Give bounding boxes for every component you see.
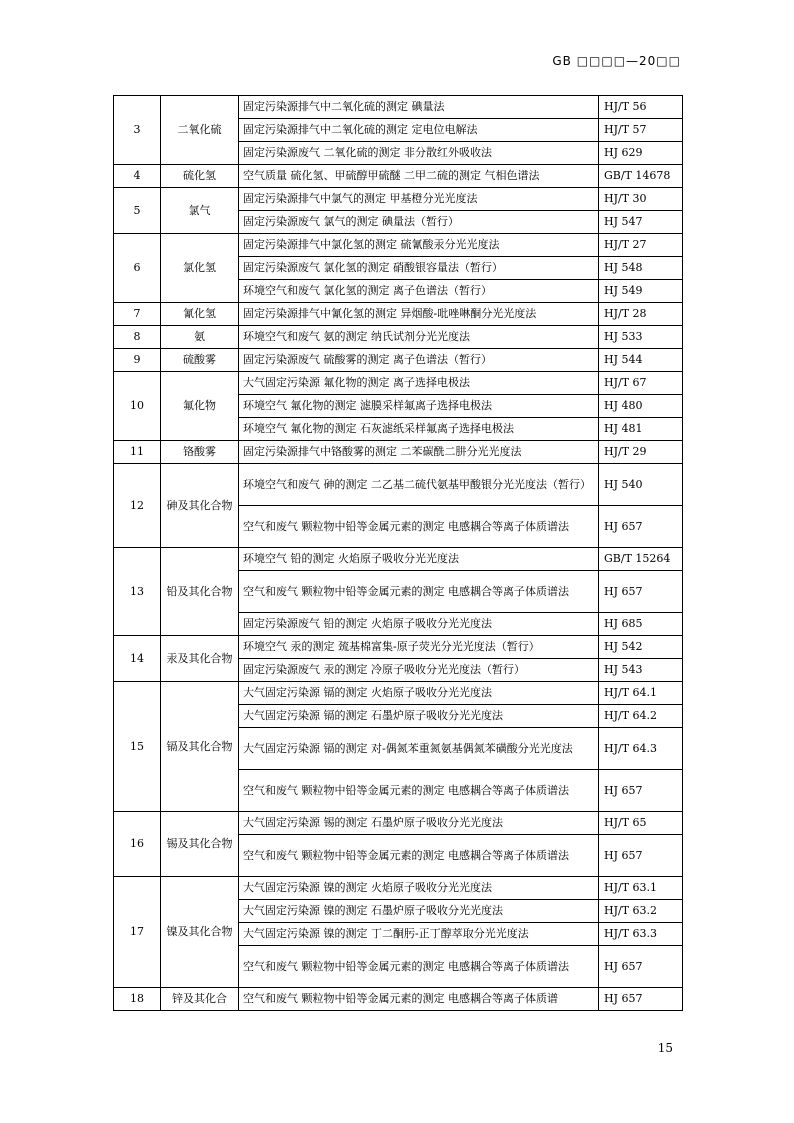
method-name-cell: 固定污染源排气中二氧化硫的测定 碘量法 (239, 96, 599, 119)
method-name-cell: 大气固定污染源 氟化物的测定 离子选择电极法 (239, 372, 599, 395)
method-name-cell: 空气和废气 颗粒物中铅等金属元素的测定 电感耦合等离子体质谱法 (239, 946, 599, 988)
method-name-cell: 固定污染源排气中氯气的测定 甲基橙分光光度法 (239, 188, 599, 211)
standard-code-cell: HJ/T 65 (599, 812, 683, 835)
method-name-cell: 大气固定污染源 镉的测定 火焰原子吸收分光光度法 (239, 682, 599, 705)
method-name-cell: 空气和废气 颗粒物中铅等金属元素的测定 电感耦合等离子体质谱法 (239, 770, 599, 812)
standard-code-cell: GB/T 15264 (599, 548, 683, 571)
standard-code-cell: HJ 657 (599, 946, 683, 988)
serial-number-cell: 16 (114, 812, 161, 877)
standard-code-cell: HJ/T 64.1 (599, 682, 683, 705)
pollutant-item-cell: 氨 (161, 326, 239, 349)
serial-number-cell: 6 (114, 234, 161, 303)
standard-code-cell: HJ 544 (599, 349, 683, 372)
pollutant-item-cell: 镍及其化合物 (161, 877, 239, 988)
table-row (114, 372, 683, 395)
table-row (114, 349, 683, 372)
pollutant-item-cell: 氯气 (161, 188, 239, 234)
table-row (114, 988, 683, 1011)
standard-code-cell: HJ/T 27 (599, 234, 683, 257)
method-name-cell: 固定污染源废气 氯气的测定 碘量法（暂行） (239, 211, 599, 234)
serial-number-cell: 11 (114, 441, 161, 464)
method-name-cell: 固定污染源废气 氯化氢的测定 硝酸银容量法（暂行） (239, 257, 599, 280)
method-name-cell: 大气固定污染源 镍的测定 丁二酮肟-正丁醇萃取分光光度法 (239, 923, 599, 946)
method-name-cell: 固定污染源排气中铬酸雾的测定 二苯碳酰二肼分光光度法 (239, 441, 599, 464)
serial-number-cell: 3 (114, 96, 161, 165)
method-name-cell: 环境空气和废气 氯化氢的测定 离子色谱法（暂行） (239, 280, 599, 303)
pollutant-item-cell: 氰化氢 (161, 303, 239, 326)
serial-number-cell: 5 (114, 188, 161, 234)
method-name-cell: 环境空气 氟化物的测定 石灰滤纸采样氟离子选择电极法 (239, 418, 599, 441)
standard-code-cell: HJ/T 63.3 (599, 923, 683, 946)
method-name-cell: 环境空气和废气 氨的测定 纳氏试剂分光光度法 (239, 326, 599, 349)
standard-code-cell: HJ 657 (599, 506, 683, 548)
method-name-cell: 大气固定污染源 镍的测定 火焰原子吸收分光光度法 (239, 877, 599, 900)
standard-code-cell: HJ/T 64.3 (599, 728, 683, 770)
method-name-cell: 固定污染源废气 汞的测定 冷原子吸收分光光度法（暂行） (239, 659, 599, 682)
serial-number-cell: 13 (114, 548, 161, 636)
pollutant-item-cell: 锡及其化合物 (161, 812, 239, 877)
table-row (114, 682, 683, 705)
standard-code-cell: HJ 685 (599, 613, 683, 636)
standard-methods-table (113, 95, 683, 1011)
pollutant-item-cell: 砷及其化合物 (161, 464, 239, 548)
standard-code-cell: HJ 542 (599, 636, 683, 659)
method-name-cell: 大气固定污染源 镉的测定 石墨炉原子吸收分光光度法 (239, 705, 599, 728)
method-name-cell: 固定污染源废气 二氧化硫的测定 非分散红外吸收法 (239, 142, 599, 165)
page-header-standard-code: GB □□□□—20□□ (552, 54, 681, 68)
serial-number-cell: 4 (114, 165, 161, 188)
table-row (114, 877, 683, 900)
standard-code-cell: HJ 657 (599, 571, 683, 613)
method-name-cell: 固定污染源排气中二氧化硫的测定 定电位电解法 (239, 119, 599, 142)
method-name-cell: 大气固定污染源 镍的测定 石墨炉原子吸收分光光度法 (239, 900, 599, 923)
table-row (114, 303, 683, 326)
method-name-cell: 环境空气 铅的测定 火焰原子吸收分光光度法 (239, 548, 599, 571)
table-row (114, 441, 683, 464)
standard-code-cell: HJ 548 (599, 257, 683, 280)
standard-code-cell: HJ/T 56 (599, 96, 683, 119)
method-name-cell: 固定污染源废气 硫酸雾的测定 离子色谱法（暂行） (239, 349, 599, 372)
method-name-cell: 空气质量 硫化氢、甲硫醇甲硫醚 二甲二硫的测定 气相色谱法 (239, 165, 599, 188)
method-name-cell: 空气和废气 颗粒物中铅等金属元素的测定 电感耦合等离子体质谱 (239, 988, 599, 1011)
standard-code-cell: HJ 543 (599, 659, 683, 682)
serial-number-cell: 8 (114, 326, 161, 349)
table-row (114, 96, 683, 119)
serial-number-cell: 18 (114, 988, 161, 1011)
pollutant-item-cell: 二氧化硫 (161, 96, 239, 165)
pollutant-item-cell: 镉及其化合物 (161, 682, 239, 812)
table-row (114, 234, 683, 257)
method-name-cell: 固定污染源排气中氯化氢的测定 硫氰酸汞分光光度法 (239, 234, 599, 257)
method-name-cell: 环境空气 氟化物的测定 滤膜采样氟离子选择电极法 (239, 395, 599, 418)
standard-code-cell: HJ 481 (599, 418, 683, 441)
serial-number-cell: 7 (114, 303, 161, 326)
table-row (114, 812, 683, 835)
pollutant-item-cell: 汞及其化合物 (161, 636, 239, 682)
standard-code-cell: HJ 629 (599, 142, 683, 165)
serial-number-cell: 14 (114, 636, 161, 682)
pollutant-item-cell: 铬酸雾 (161, 441, 239, 464)
standard-code-cell: HJ 547 (599, 211, 683, 234)
standard-code-cell: HJ/T 29 (599, 441, 683, 464)
standard-code-cell: HJ/T 28 (599, 303, 683, 326)
method-name-cell: 环境空气和废气 砷的测定 二乙基二硫代氨基甲酸银分光光度法（暂行） (239, 464, 599, 506)
method-name-cell: 固定污染源排气中氰化氢的测定 异烟酸-吡唑啉酮分光光度法 (239, 303, 599, 326)
standard-code-cell: HJ/T 57 (599, 119, 683, 142)
pollutant-item-cell: 铅及其化合物 (161, 548, 239, 636)
serial-number-cell: 17 (114, 877, 161, 988)
serial-number-cell: 10 (114, 372, 161, 441)
standard-code-cell: HJ 549 (599, 280, 683, 303)
standard-code-cell: HJ/T 64.2 (599, 705, 683, 728)
standard-methods-table-body (114, 96, 683, 1011)
standard-code-cell: HJ 480 (599, 395, 683, 418)
table-row (114, 165, 683, 188)
table-row (114, 464, 683, 506)
standard-code-cell: HJ 657 (599, 770, 683, 812)
table-row (114, 326, 683, 349)
page-number: 15 (657, 1041, 673, 1055)
standard-code-cell: HJ 540 (599, 464, 683, 506)
method-name-cell: 大气固定污染源 锡的测定 石墨炉原子吸收分光光度法 (239, 812, 599, 835)
table-row (114, 188, 683, 211)
standard-code-cell: HJ/T 63.1 (599, 877, 683, 900)
pollutant-item-cell: 硫酸雾 (161, 349, 239, 372)
method-name-cell: 空气和废气 颗粒物中铅等金属元素的测定 电感耦合等离子体质谱法 (239, 835, 599, 877)
method-name-cell: 环境空气 汞的测定 巯基棉富集-原子荧光分光光度法（暂行） (239, 636, 599, 659)
method-name-cell: 大气固定污染源 镉的测定 对-偶氮苯重氮氨基偶氮苯磺酸分光光度法 (239, 728, 599, 770)
method-name-cell: 空气和废气 颗粒物中铅等金属元素的测定 电感耦合等离子体质谱法 (239, 571, 599, 613)
standard-code-cell: HJ/T 67 (599, 372, 683, 395)
standard-code-cell: HJ/T 63.2 (599, 900, 683, 923)
method-name-cell: 空气和废气 颗粒物中铅等金属元素的测定 电感耦合等离子体质谱法 (239, 506, 599, 548)
serial-number-cell: 15 (114, 682, 161, 812)
standard-code-cell: HJ 657 (599, 835, 683, 877)
standard-code-cell: HJ 533 (599, 326, 683, 349)
standard-code-cell: HJ 657 (599, 988, 683, 1011)
table-row (114, 548, 683, 571)
pollutant-item-cell: 硫化氢 (161, 165, 239, 188)
table-row (114, 636, 683, 659)
pollutant-item-cell: 氟化物 (161, 372, 239, 441)
serial-number-cell: 9 (114, 349, 161, 372)
serial-number-cell: 12 (114, 464, 161, 548)
standard-code-cell: HJ/T 30 (599, 188, 683, 211)
pollutant-item-cell: 氯化氢 (161, 234, 239, 303)
standard-code-cell: GB/T 14678 (599, 165, 683, 188)
method-name-cell: 固定污染源废气 铅的测定 火焰原子吸收分光光度法 (239, 613, 599, 636)
pollutant-item-cell: 锌及其化合 (161, 988, 239, 1011)
